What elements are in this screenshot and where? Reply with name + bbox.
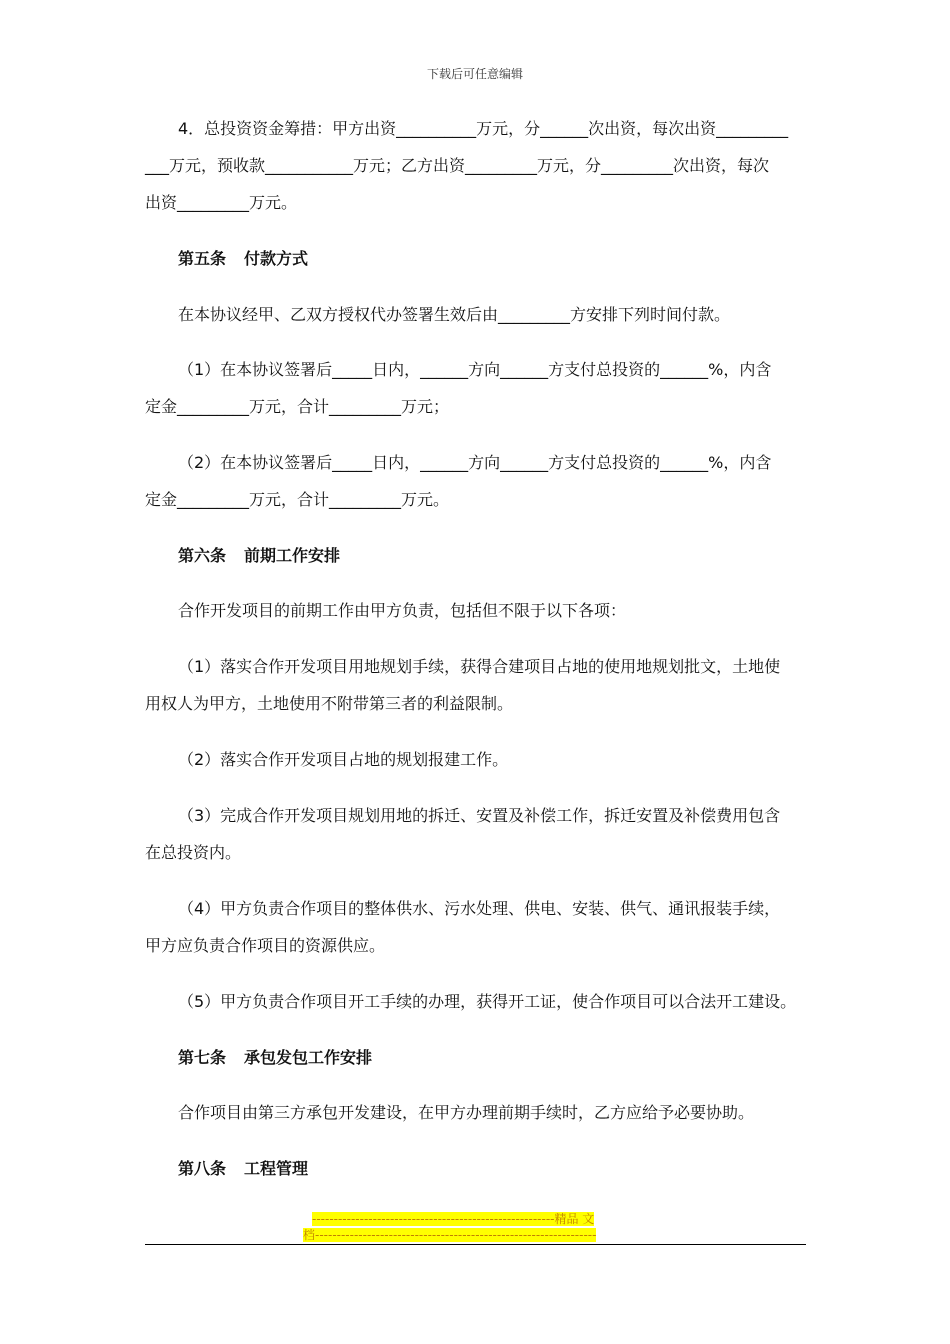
article7-heading: [178, 1048, 818, 1068]
article4-line1: 4．总投资资金筹措：甲方出资__________万元，分______次出资，每次出资_________: [178, 119, 789, 138]
article7-heading-number: 第七条: [178, 1048, 227, 1067]
article7-heading-title: 承包发包工作安排: [244, 1048, 373, 1067]
article4-line2: ___万元，预收款___________万元；乙方出资_________万元，分_________次出资，每次: [145, 156, 770, 175]
article6-item2-line1: （2）落实合作开发项目占地的规划报建工作。: [178, 750, 509, 769]
article5-item2-line2: 定金_________万元，合计_________万元。: [145, 490, 450, 509]
article6-item5-line1: （5）甲方负责合作项目开工手续的办理，获得开工证，使合作项目可以合法开工建设。: [178, 992, 797, 1011]
article6-item4-line2: 甲方应负责合作项目的资源供应。: [145, 936, 386, 955]
article7-body: 合作项目由第三方承包开发建设，在甲方办理前期手续时，乙方应给予必要协助。: [178, 1103, 755, 1122]
article6-item4-line1: （4）甲方负责合作项目的整体供水、污水处理、供电、安装、供气、通讯报装手续，: [178, 899, 781, 918]
article5-heading-title: 付款方式: [244, 249, 309, 268]
article8-heading-number: 第八条: [178, 1159, 227, 1178]
article5-heading-number: 第五条: [178, 249, 227, 268]
page-header: 下载后可任意编辑: [426, 67, 523, 81]
article4-line3: 出资_________万元。: [145, 193, 298, 212]
article5-item2-line1: （2）在本协议签署后_____日内，______方向______方支付总投资的______%，内含: [178, 453, 772, 472]
article6-heading-number: 第六条: [178, 546, 227, 565]
article6-intro: 合作开发项目的前期工作由甲方负责，包括但不限于以下各项：: [178, 601, 627, 620]
footer-watermark-line2: 档-----------------------------------------------------------------: [303, 1228, 597, 1242]
article6-item1-line2: 用权人为甲方，土地使用不附带第三者的利益限制。: [145, 694, 514, 713]
footer-watermark-line1: --------------------------------------------------------精品 文: [312, 1212, 595, 1226]
article6-item3-line1: （3）完成合作开发项目规划用地的拆迁、安置及补偿工作，拆迁安置及补偿费用包含: [178, 806, 781, 825]
footer-divider: [145, 1244, 806, 1245]
article8-heading-title: 工程管理: [244, 1159, 309, 1178]
article6-heading-title: 前期工作安排: [244, 546, 341, 565]
article5-heading: [178, 249, 818, 269]
article6-item3-line2: 在总投资内。: [145, 843, 242, 862]
article8-heading: [178, 1159, 818, 1179]
article6-heading: [178, 546, 818, 566]
article5-item1-line2: 定金_________万元，合计_________万元；: [145, 397, 450, 416]
article6-item1-line1: （1）落实合作开发项目用地规划手续，获得合建项目占地的使用地规划批文，土地使: [178, 657, 781, 676]
article5-intro: 在本协议经甲、乙双方授权代办签署生效后由_________方安排下列时间付款。: [178, 305, 731, 324]
article5-item1-line1: （1）在本协议签署后_____日内，______方向______方支付总投资的______%，内含: [178, 360, 772, 379]
